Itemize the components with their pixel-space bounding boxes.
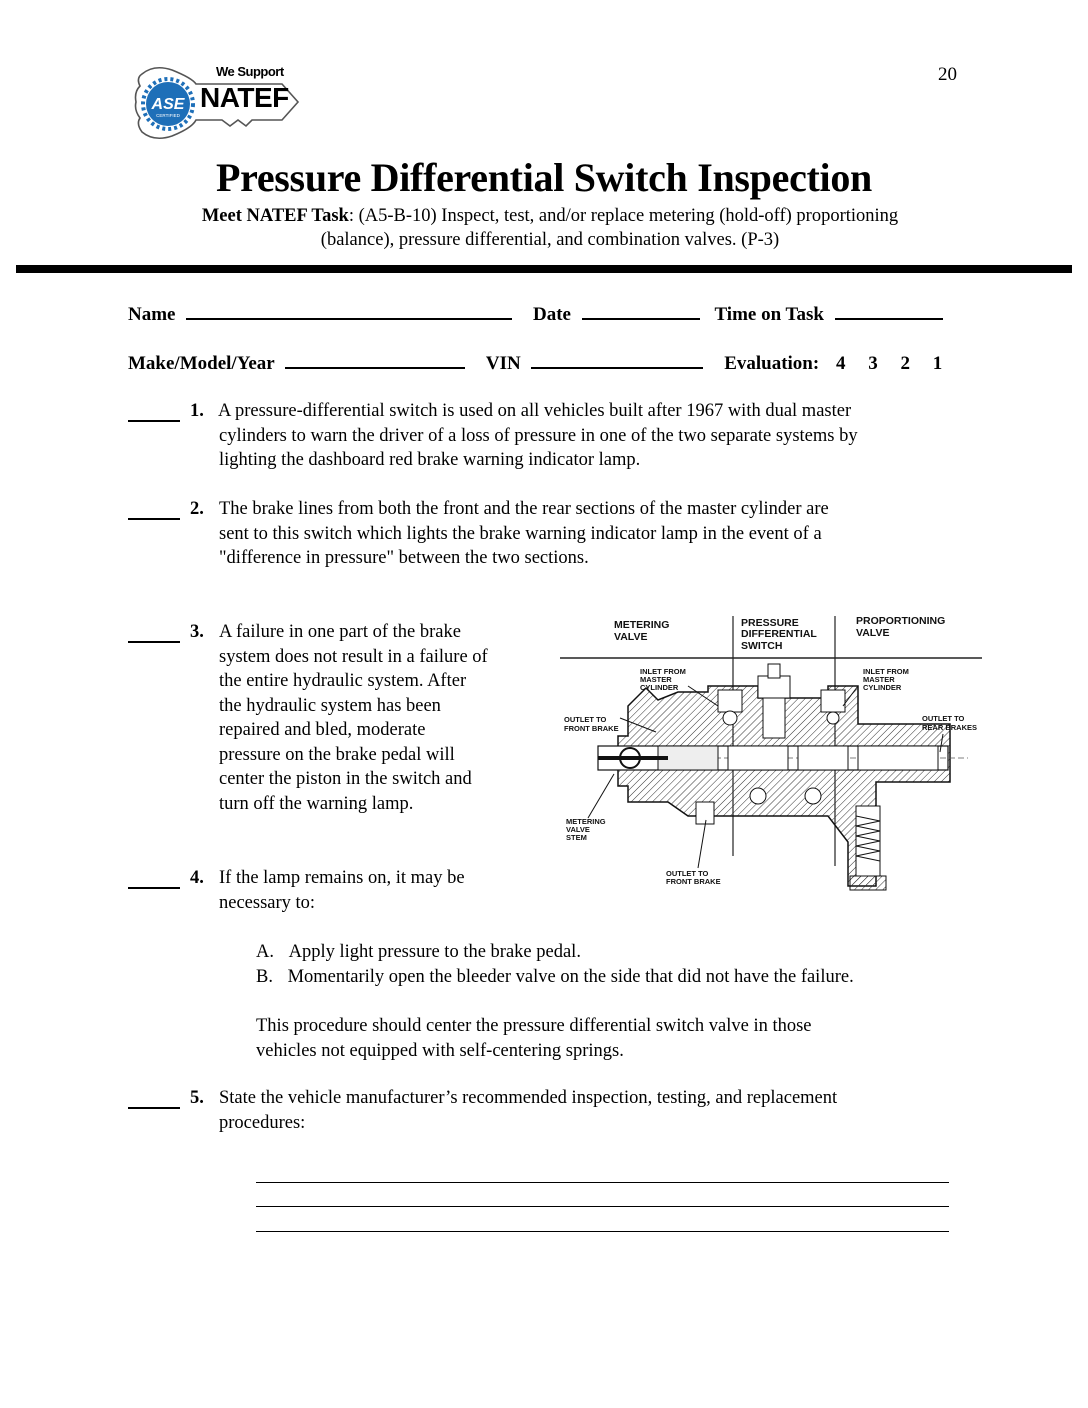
date-label: Date [532,304,571,325]
question-4-number: 4. [190,868,204,888]
svg-text:OUTLET TO: OUTLET TO [564,715,607,724]
svg-text:REAR BRAKES: REAR BRAKES [922,723,978,732]
question-4-line: necessary to: [219,892,316,913]
task-description [100,204,1000,252]
question-4-line: If the lamp remains on, it may be [219,868,465,888]
svg-text:METERING: METERING [566,817,606,826]
evaluation-label: Evaluation: [724,353,820,374]
svg-text:PRESSURE: PRESSURE [741,617,799,629]
evaluation-score-1[interactable]: 1 [932,353,943,374]
date-field[interactable] [582,302,700,320]
header-divider [16,265,1072,273]
page-title: Pressure Differential Switch Inspection [215,155,873,200]
answer-line-1[interactable] [256,1182,949,1183]
evaluation-score-2[interactable]: 2 [900,353,910,374]
question-5-line: procedures: [219,1112,306,1133]
time-on-task-field[interactable] [835,302,943,320]
name-field[interactable] [186,302,512,320]
question-1-line: A pressure-differential switch is used on all vehicles built after 1967 with dual master [218,401,852,421]
question-3-line: turn off the warning lamp. [219,793,414,814]
option-b [256,965,854,990]
question-3-line: the entire hydraulic system. After [219,671,467,691]
field-row-2 [128,351,942,375]
question-2 [0,497,1088,577]
question-3-answer-blank[interactable] [128,641,180,643]
task-text-line2: (balance), pressure differential, and combination valves. (P-3) [320,230,780,250]
combination-valve-diagram [558,606,983,914]
logo-org: NATEF [200,82,289,113]
svg-text:SWITCH: SWITCH [741,640,783,652]
question-1-answer-blank[interactable] [128,420,180,422]
evaluation-score-4[interactable]: 4 [835,353,846,374]
svg-text:CYLINDER: CYLINDER [640,683,679,692]
svg-text:VALVE: VALVE [566,825,590,834]
svg-text:CERTIFIED: CERTIFIED [156,113,180,118]
option-a [256,940,854,965]
question-2-line: sent to this switch which lights the brake warning indicator lamp in the event of a [219,523,822,544]
svg-text:MASTER: MASTER [640,675,672,684]
question-2-line: "difference in pressure" between the two sections. [219,548,589,568]
question-2-number: 2. [190,499,204,519]
question-4-note [256,1014,812,1063]
svg-text:INLET FROM: INLET FROM [863,667,909,676]
svg-text:CYLINDER: CYLINDER [863,683,902,692]
question-5-answer-blank[interactable] [128,1107,180,1109]
svg-text:FRONT BRAKE: FRONT BRAKE [666,877,721,886]
natef-logo [132,62,302,146]
evaluation-score-3[interactable]: 3 [868,353,878,374]
note-line: This procedure should center the pressure differential switch valve in those [256,1016,812,1036]
page-number: 20 [938,64,957,85]
svg-text:OUTLET TO: OUTLET TO [922,714,965,723]
logo-tagline: We Support [216,64,284,79]
svg-text:VALVE: VALVE [856,627,890,639]
question-2-answer-blank[interactable] [128,518,180,520]
option-a-letter: A. [256,942,274,962]
question-3-line: system does not result in a failure of [219,646,488,667]
svg-text:ASE: ASE [151,96,185,113]
svg-text:PROPORTIONING: PROPORTIONING [856,615,946,627]
question-3-line: A failure in one part of the brake [219,622,461,642]
option-a-text: Apply light pressure to the brake pedal. [288,942,581,962]
vin-field[interactable] [531,351,703,369]
question-3-number: 3. [190,622,204,642]
vin-label: VIN [485,353,521,374]
valve-cutaway-icon [558,606,983,914]
task-label: Meet NATEF Task [201,206,349,226]
svg-text:VALVE: VALVE [614,631,648,643]
option-b-text: Momentarily open the bleeder valve on the side that did not have the failure. [287,966,854,987]
svg-text:OUTLET TO: OUTLET TO [666,869,709,878]
answer-line-3[interactable] [256,1231,949,1232]
question-3-line: pressure on the brake pedal will [219,744,455,765]
make-model-year-field[interactable] [285,351,465,369]
name-label: Name [128,304,176,325]
field-row-1 [128,302,943,326]
question-4-answer-blank[interactable] [128,887,180,889]
question-3-line: center the piston in the switch and [219,769,472,789]
make-model-year-label: Make/Model/Year [128,353,275,374]
question-1-number: 1. [190,401,204,421]
question-1-line: lighting the dashboard red brake warning indicator lamp. [219,450,641,470]
svg-text:MASTER: MASTER [863,675,895,684]
note-line: vehicles not equipped with self-centering springs. [256,1040,624,1061]
svg-text:DIFFERENTIAL: DIFFERENTIAL [741,628,817,640]
question-5 [0,1086,1088,1146]
question-1-line: cylinders to warn the driver of a loss of pressure in one of the two separate systems by [219,425,858,446]
question-4-options [256,940,854,989]
question-5-number: 5. [190,1088,204,1108]
svg-text:STEM: STEM [566,833,587,842]
svg-text:METERING: METERING [614,619,670,631]
time-on-task-label: Time on Task [714,304,824,325]
question-3-line: repaired and bled, moderate [219,720,426,740]
question-5-line: State the vehicle manufacturer’s recommended inspection, testing, and replacement [219,1088,838,1108]
question-2-line: The brake lines from both the front and the rear sections of the master cylinder are [219,499,829,519]
question-3-line: the hydraulic system has been [219,695,441,716]
svg-text:FRONT BRAKE: FRONT BRAKE [564,724,619,733]
answer-line-2[interactable] [256,1206,949,1207]
option-b-letter: B. [256,966,273,987]
question-4 [0,866,560,926]
svg-text:INLET FROM: INLET FROM [640,667,686,676]
question-3 [0,620,560,820]
task-text-line1: : (A5-B-10) Inspect, test, and/or replace metering (hold-off) proportioning [348,206,899,226]
question-1 [0,399,1088,479]
